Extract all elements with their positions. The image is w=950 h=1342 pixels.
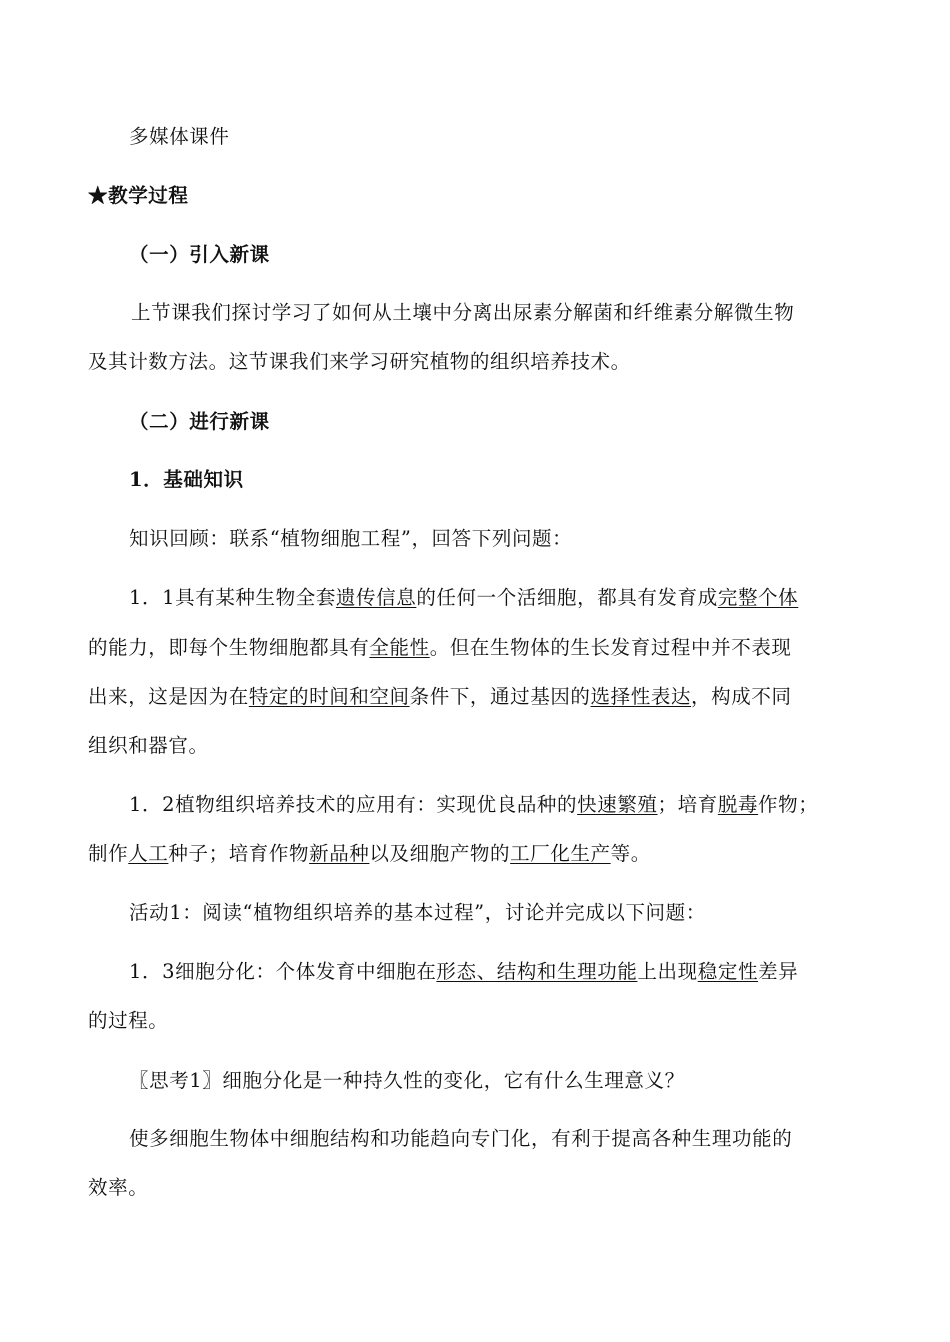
text-segment: 制作 — [88, 842, 129, 865]
think-1-answer-line-1: 使多细胞生物体中细胞结构和功能趋向专门化，有利于提高各种生理功能的 — [129, 1127, 793, 1150]
answer-underlined: 形态、结构和生理功能 — [436, 960, 638, 983]
subheading-new-lesson: （二）进行新课 — [129, 410, 270, 433]
text-segment: 上出现 — [637, 960, 698, 983]
text-segment: 作物； — [758, 793, 819, 816]
text-segment: 的能力，即每个生物细胞都具有 — [88, 636, 370, 659]
answer-underlined: 快速繁殖 — [577, 793, 658, 816]
answer-underlined: 全能性 — [369, 636, 430, 659]
text-segment: 出来，这是因为在 — [88, 685, 249, 708]
think-1-question: 〖思考1〗细胞分化是一种持久性的变化，它有什么生理意义？ — [129, 1069, 685, 1092]
text-segment: 条件下，通过基因的 — [409, 685, 591, 708]
text-segment: 1．3细胞分化：个体发育中细胞在 — [129, 960, 437, 983]
text-segment: 等。 — [610, 842, 651, 865]
answer-underlined: 特定的时间和空间 — [248, 685, 410, 708]
item-1-1-line-4: 组织和器官。 — [88, 734, 209, 757]
paragraph-intro-line-1: 上节课我们探讨学习了如何从土壤中分离出尿素分解菌和纤维素分解微生物 — [131, 301, 795, 324]
item-1-1-line-2 — [88, 635, 878, 661]
answer-underlined: 脱毒 — [717, 793, 759, 816]
text-segment: 1．2植物组织培养技术的应用有：实现优良品种的 — [129, 793, 578, 816]
text-segment: 1．1具有某种生物全套 — [129, 586, 336, 609]
text-segment: 种子；培育作物 — [168, 842, 310, 865]
answer-underlined: 选择性表达 — [590, 685, 692, 708]
knowledge-review-line: 知识回顾：联系“植物细胞工程”，回答下列问题： — [129, 527, 573, 550]
text-segment: 以及细胞产物的 — [369, 842, 511, 865]
subheading-basic-knowledge: 1．基础知识 — [129, 468, 244, 491]
answer-underlined: 工厂化生产 — [510, 842, 611, 865]
paragraph-intro-line-2: 及其计数方法。这节课我们来学习研究植物的组织培养技术。 — [88, 350, 631, 373]
text-segment: ，构成不同 — [691, 685, 792, 708]
subheading-introduce-lesson: （一）引入新课 — [129, 243, 270, 266]
item-1-1-line-3 — [88, 684, 878, 710]
text-segment: ；培育 — [657, 793, 718, 816]
activity-1-line: 活动1：阅读“植物组织培养的基本过程”，讨论并完成以下问题： — [129, 901, 706, 924]
section-heading-teaching-process: ★教学过程 — [88, 184, 189, 207]
answer-underlined: 遗传信息 — [335, 586, 417, 609]
item-1-2-line-1 — [129, 792, 919, 818]
text-segment: 。但在生物体的生长发育过程中并不表现 — [429, 636, 792, 659]
answer-underlined: 人工 — [128, 842, 169, 865]
answer-underlined: 完整个体 — [717, 586, 799, 609]
think-1-answer-line-2: 效率。 — [88, 1176, 149, 1199]
answer-underlined: 新品种 — [309, 842, 370, 865]
item-1-3-line-2: 的过程。 — [88, 1009, 169, 1032]
item-1-2-line-2 — [88, 841, 878, 867]
text-segment: 差异 — [758, 960, 799, 983]
answer-underlined: 稳定性 — [697, 960, 759, 983]
text-segment: 的任何一个活细胞，都具有发育成 — [416, 586, 718, 609]
materials-line: 多媒体课件 — [129, 125, 230, 148]
item-1-1-line-1 — [129, 585, 919, 611]
item-1-3-line-1 — [129, 959, 919, 985]
